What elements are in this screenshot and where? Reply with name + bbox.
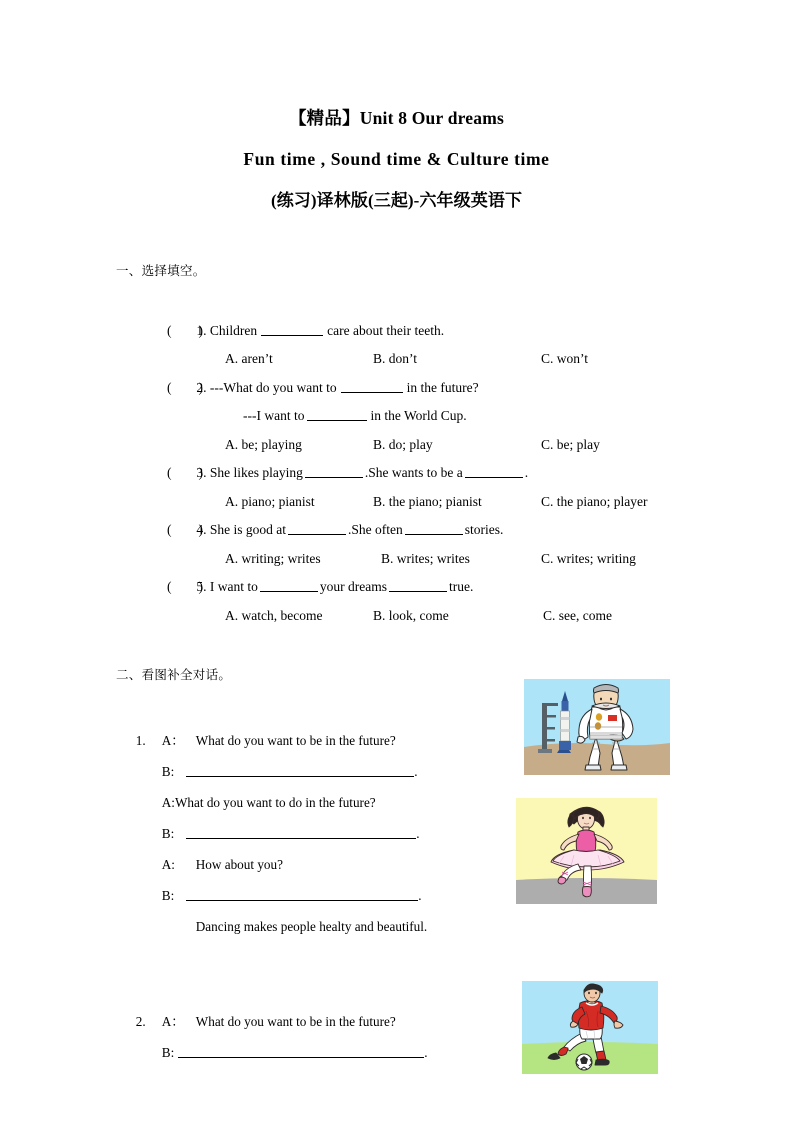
- question-3-text-mid: .She wants to be a: [364, 465, 463, 480]
- question-4-text-after: stories.: [464, 522, 504, 537]
- dialogue-1-text-1: What do you want to be in the future?: [195, 733, 396, 748]
- dialogue-1-row-3: [116, 756, 536, 810]
- question-2-subtext-after: in the World Cup.: [370, 408, 467, 423]
- dialogue-1-period-2: .: [416, 826, 420, 841]
- dialogue-1-period-1: .: [414, 764, 418, 779]
- dialogue-1-row-4: [116, 787, 536, 841]
- question-1-option-c[interactable]: C. won’t: [541, 351, 589, 366]
- title-line-3: (练习)译林版(三起)-六年级英语下: [270, 191, 523, 210]
- chinese-flag-badge: [608, 715, 617, 721]
- question-4-option-c[interactable]: C. writes; writing: [541, 550, 636, 566]
- question-4-text-mid: .She often: [348, 522, 403, 537]
- dialogue-1-text-5: How about you?: [195, 857, 283, 872]
- question-5-text-mid: your dreams: [319, 579, 387, 594]
- question-3-option-c[interactable]: C. the piano; player: [541, 493, 648, 509]
- dialogue-1-speaker-3: A:: [161, 795, 175, 810]
- dialogue-1-speaker-5: A:: [161, 857, 175, 872]
- question-4-option-a[interactable]: A. writing; writes: [225, 550, 321, 566]
- question-4-text-before: 4. She is good at: [193, 522, 286, 537]
- question-3: [116, 431, 736, 509]
- question-2-option-b[interactable]: B. do; play: [373, 436, 433, 452]
- dialogue-2-text-1: What do you want to be in the future?: [195, 1014, 396, 1029]
- title-line-1: 【精品】Unit 8 Our dreams: [288, 108, 505, 128]
- question-5-option-c[interactable]: C. see, come: [543, 607, 612, 623]
- dialogue-1-text-3: What do you want to do in the future?: [174, 795, 376, 810]
- dialogue-1-row-5: [116, 818, 536, 872]
- dialogue-1-row-6: [116, 849, 536, 903]
- dialogue-1-speaker-1: A：: [161, 733, 185, 748]
- answer-paren-5[interactable]: ( ): [167, 579, 203, 594]
- dialogue-2-row-1: [116, 975, 536, 1029]
- dialogue-2-period-1: .: [424, 1045, 428, 1060]
- dialogue-1-note: [116, 880, 536, 934]
- dialogue-1-speaker-2: B:: [161, 764, 175, 779]
- dialogue-1-note-text: Dancing makes people healty and beautiful.: [195, 919, 428, 934]
- title-line-2: Fun time , Sound time & Culture time: [243, 149, 550, 169]
- section-1-heading: 一、选择填空。: [116, 263, 206, 278]
- question-2-option-c[interactable]: C. be; play: [541, 436, 600, 452]
- question-3-option-b[interactable]: B. the piano; pianist: [373, 493, 482, 509]
- dialogue-1-row-1: [116, 694, 536, 748]
- ballerina-illustration: [516, 798, 657, 904]
- question-1-option-a[interactable]: A. aren’t: [225, 351, 273, 366]
- answer-paren-4[interactable]: ( ): [167, 522, 203, 537]
- question-2-options: [116, 402, 736, 452]
- question-5-options: [116, 573, 736, 623]
- question-5-text-before: 5. I want to: [193, 579, 258, 594]
- question-3-option-a[interactable]: A. piano; pianist: [225, 493, 315, 509]
- astronaut-illustration: [524, 679, 670, 775]
- dialogue-2: [116, 975, 536, 1060]
- dialogue-2-row-2: [116, 1006, 536, 1060]
- dialogue-2-answer-1[interactable]: [178, 1045, 424, 1058]
- question-2-blank-1[interactable]: [341, 380, 403, 393]
- page-title: [0, 98, 793, 221]
- dialogue-1-row-2: [116, 725, 536, 779]
- section-2-heading: 二、看图补全对话。: [116, 667, 232, 682]
- question-4-options: [116, 516, 736, 566]
- question-1-options: [116, 317, 736, 366]
- question-2-text-before: 2. ---What do you want to: [193, 379, 337, 395]
- dialogue-1: [116, 694, 536, 934]
- question-5-text-after: true.: [448, 579, 474, 594]
- question-3-text-before: 3. She likes playing: [193, 465, 303, 480]
- question-5-option-a[interactable]: A. watch, become: [225, 607, 323, 623]
- question-5: [116, 545, 736, 623]
- question-1-text-after: care about their teeth.: [327, 322, 445, 338]
- dialogue-1-speaker-6: B:: [161, 888, 175, 903]
- soccer-ball: [576, 1054, 592, 1070]
- dialogue-2-speaker-1: A：: [161, 1014, 185, 1029]
- question-1-option-b[interactable]: B. don’t: [373, 351, 418, 366]
- question-2-subtext-before: ---I want to: [243, 408, 305, 423]
- question-3-text-after: .: [524, 465, 529, 480]
- question-5-stem: [116, 545, 736, 594]
- multiple-choice-list: [116, 288, 736, 623]
- question-5-option-b[interactable]: B. look, come: [373, 607, 449, 623]
- question-4-stem: [116, 488, 736, 537]
- footballer-illustration: [522, 981, 658, 1074]
- question-1: [116, 288, 736, 366]
- question-4: [116, 488, 736, 566]
- question-1-stem: [116, 288, 736, 338]
- question-2-text-after: in the future?: [406, 379, 479, 395]
- question-3-options: [116, 459, 736, 509]
- dialogue-1-number: 1.: [135, 733, 146, 748]
- dialogue-1-period-3: .: [418, 888, 422, 903]
- dialogue-2-number: 2.: [135, 1014, 146, 1029]
- answer-paren-3[interactable]: ( ): [167, 465, 203, 480]
- question-3-stem: [116, 431, 736, 480]
- dialogue-1-speaker-4: B:: [161, 826, 175, 841]
- question-4-option-b[interactable]: B. writes; writes: [381, 550, 470, 566]
- answer-paren-2[interactable]: ( ): [167, 379, 203, 395]
- question-1-text-before: 1. Children: [193, 322, 258, 338]
- answer-paren-1[interactable]: ( ): [167, 322, 203, 338]
- dialogue-2-speaker-2: B:: [161, 1045, 175, 1060]
- question-2: [116, 345, 736, 452]
- question-2-stem: [116, 345, 736, 395]
- question-2-option-a[interactable]: A. be; playing: [225, 436, 302, 452]
